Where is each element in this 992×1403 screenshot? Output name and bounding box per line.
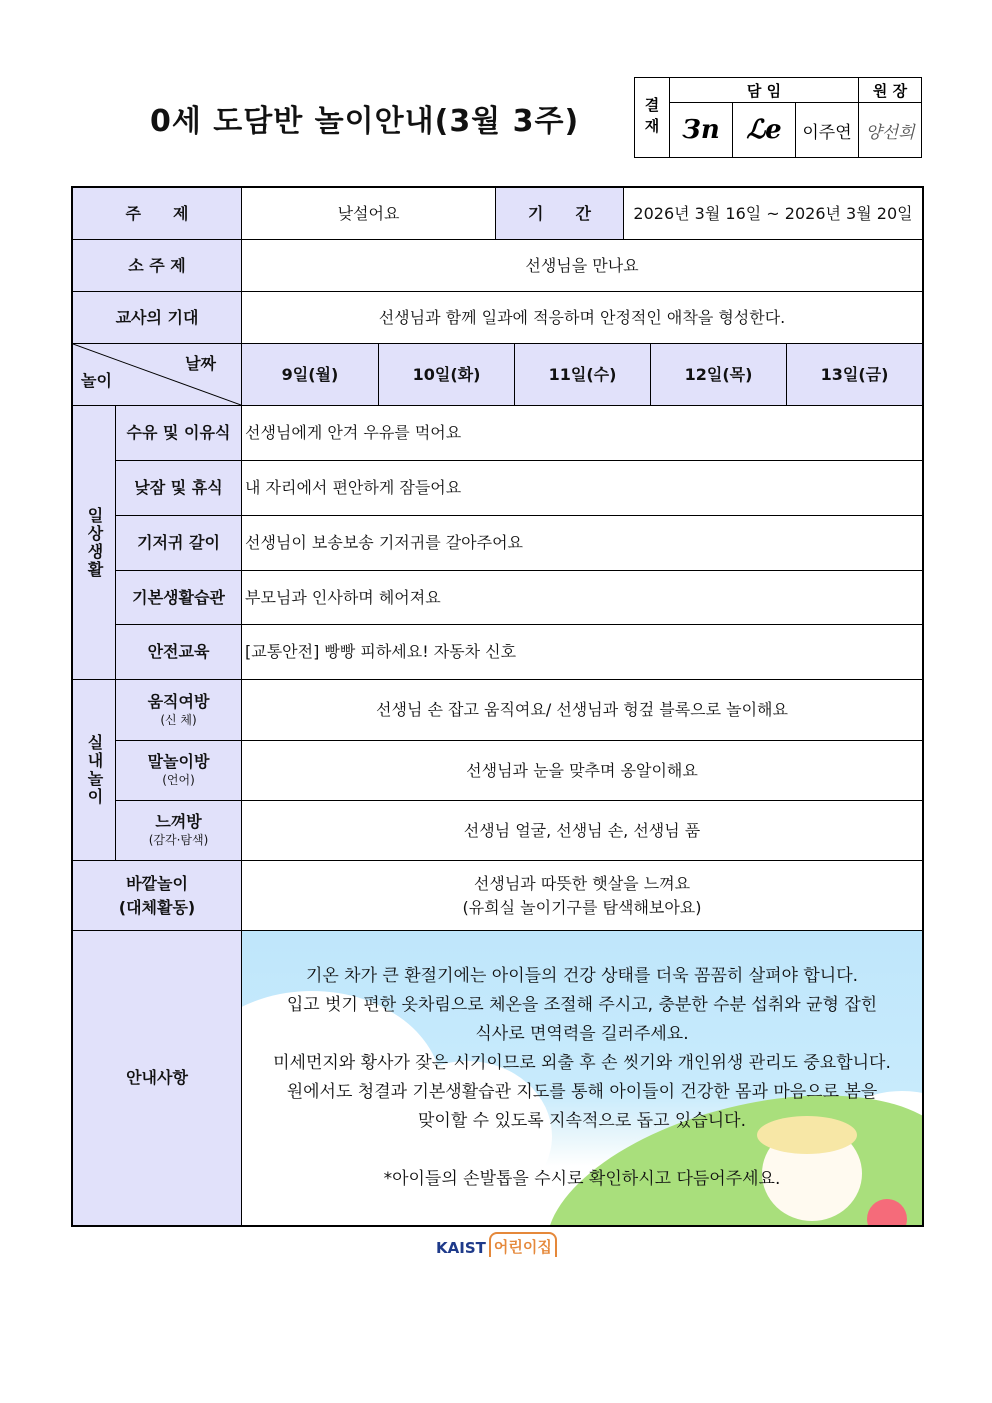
teacher-label: 담 임: [669, 77, 859, 103]
notice-line: 맞이할 수 있도록 지속적으로 돕고 있습니다.: [417, 1111, 746, 1131]
outdoor-line: 선생님과 따뜻한 햇살을 느껴요: [473, 873, 691, 893]
period-label: 기 간: [495, 187, 624, 240]
period-value: 2026년 3월 16일 ~ 2026년 3월 20일: [623, 187, 923, 240]
outdoor-sub-text: (대체활동): [118, 897, 196, 917]
daily-row-value: 선생님이 보송보송 기저귀를 갈아주어요: [241, 515, 923, 571]
notice-text: [273, 962, 891, 1194]
day-header: 13일(금): [786, 343, 923, 406]
subtheme-value: 선생님을 만나요: [241, 239, 923, 292]
daily-row-value: 내 자리에서 편안하게 잠들어요: [241, 460, 923, 516]
expectation-value: 선생님과 함께 일과에 적응하며 안정적인 애착을 형성한다.: [241, 291, 923, 344]
daily-row-label: 기저귀 갈이: [115, 515, 242, 571]
daily-row-value: 선생님에게 안겨 우유를 먹어요: [241, 405, 923, 461]
daily-row-label: 수유 및 이유식: [115, 405, 242, 461]
daily-row-value: 부모님과 인사하며 헤어져요: [241, 570, 923, 625]
indoor-play-group-label: [72, 679, 116, 861]
daily-row-value: [교통안전] 빵빵 피하세요! 자동차 신호: [241, 624, 923, 680]
notice-content: [241, 930, 923, 1226]
outdoor-line: (유희실 놀이기구를 탐색해보아요): [462, 897, 702, 917]
page-title: 0세 도담반 놀이안내(3월 3주): [150, 104, 580, 139]
theme-label: 주 제: [72, 187, 242, 240]
notice-line: 미세먼지와 황사가 잦은 시기이므로 외출 후 손 씻기와 개인위생 관리도 중요합니다.: [273, 1053, 891, 1073]
theme-value: 낮설어요: [241, 187, 496, 240]
room-name: 말놀이방: [147, 752, 210, 772]
director-label: 원 장: [858, 77, 922, 103]
signature-mark: ℒe: [746, 115, 782, 145]
day-header: 10일(화): [378, 343, 515, 406]
day-header: 12일(목): [650, 343, 787, 406]
play-label: 놀이: [81, 371, 112, 390]
subtheme-label: 소 주 제: [72, 239, 242, 292]
notice-label: 안내사항: [72, 930, 242, 1226]
outdoor-label: [72, 860, 242, 931]
director-signature: 양선희: [858, 102, 922, 158]
logo-daycare-text: 어린이집: [489, 1232, 557, 1257]
room-area: (언어): [162, 773, 195, 788]
notice-line: 원에서도 청결과 기본생활습관 지도를 통해 아이들이 건강한 몸과 마음으로 봄을: [286, 1082, 878, 1102]
outdoor-label-text: 바깥놀이: [126, 873, 188, 893]
teacher-signature-2: [732, 102, 796, 158]
day-header: 11일(수): [514, 343, 651, 406]
teacher-signature-1: [669, 102, 733, 158]
outdoor-value: [241, 860, 923, 931]
indoor-row-label: [115, 800, 242, 861]
room-area: (신 체): [160, 712, 197, 727]
signature-mark: Зn: [682, 115, 720, 145]
notice-line: 입고 벗기 편한 옷차림으로 체온을 조절해 주시고, 충분한 수분 섭취와 균형 잡힌: [286, 995, 878, 1015]
notice-line: 기온 차가 큰 환절기에는 아이들의 건강 상태를 더욱 꼼꼼히 살펴야 합니다.: [305, 966, 859, 986]
approval-label: [634, 77, 670, 158]
daily-life-group-label: [72, 405, 116, 680]
room-name: 움직여방: [147, 691, 210, 711]
room-area: (감각·탐색): [148, 833, 209, 848]
indoor-row-value: 선생님 손 잡고 움직여요/ 선생님과 헝겊 블록으로 놀이해요: [241, 679, 923, 741]
logo-kaist-text: KAIST: [436, 1239, 486, 1257]
indoor-row-label: [115, 679, 242, 741]
room-name: 느껴방: [155, 812, 202, 832]
date-play-header: [72, 343, 242, 406]
notice-line: *아이들의 손발톱을 수시로 확인하시고 다듬어주세요.: [383, 1169, 781, 1189]
teacher-name: 이주연: [795, 102, 859, 158]
notice-line: 식사로 면역력을 길러주세요.: [475, 1024, 689, 1044]
daily-row-label: 낮잠 및 휴식: [115, 460, 242, 516]
indoor-row-label: [115, 740, 242, 801]
indoor-row-value: 선생님 얼굴, 선생님 손, 선생님 품: [241, 800, 923, 861]
daily-row-label: 안전교육: [115, 624, 242, 680]
day-header: 9일(월): [241, 343, 379, 406]
indoor-group-text: 실내놀이: [85, 734, 104, 806]
approval-label-text: 결재: [642, 96, 661, 139]
daily-row-label: 기본생활습관: [115, 570, 242, 625]
indoor-row-value: 선생님과 눈을 맞추며 옹알이해요: [241, 740, 923, 801]
date-label: 날짜: [185, 354, 216, 373]
daily-life-group-text: 일상생활: [85, 506, 104, 579]
kaist-daycare-logo: [436, 1232, 557, 1257]
expectation-label: 교사의 기대: [72, 291, 242, 344]
